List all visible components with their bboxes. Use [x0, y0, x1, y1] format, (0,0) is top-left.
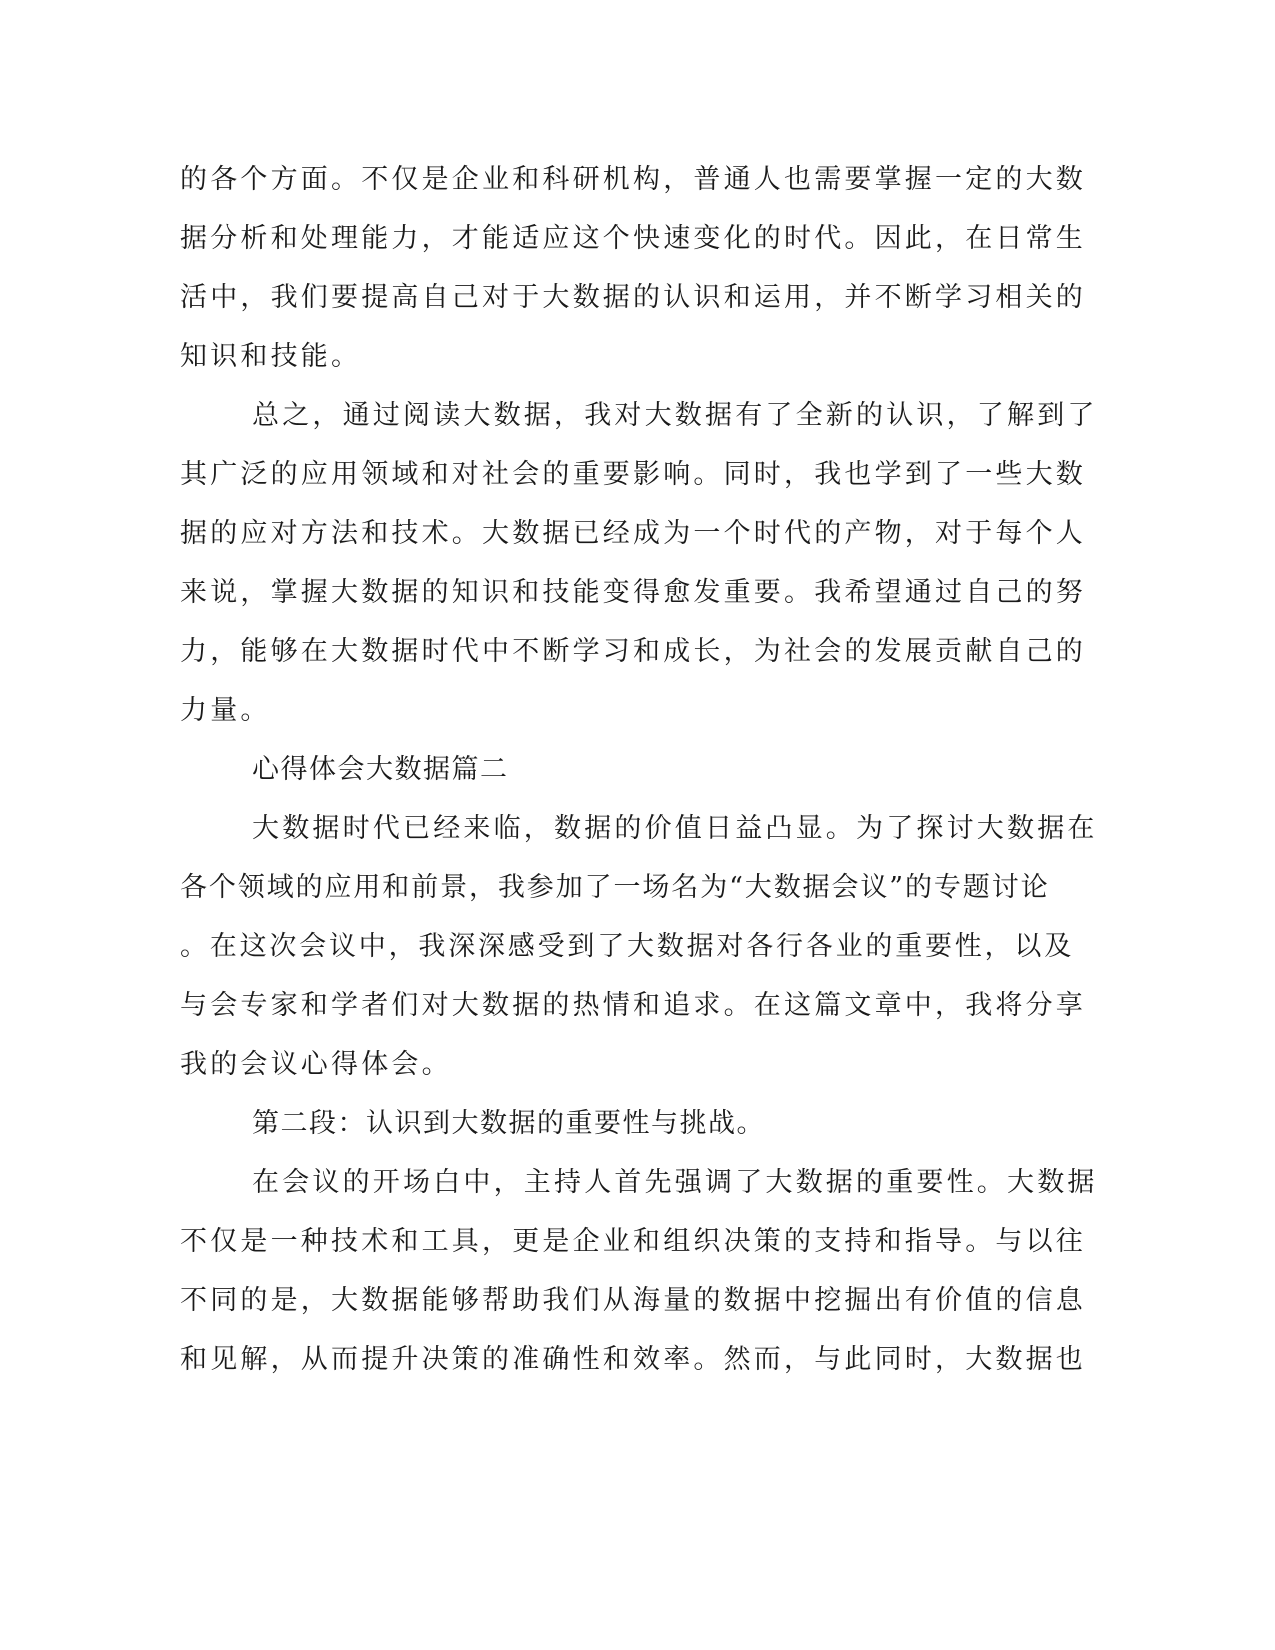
text-line: 据分析和处理能力，才能适应这个快速变化的时代。因此，在日常生 [180, 223, 1086, 254]
text-line: 据的应对方法和技术。大数据已经成为一个时代的产物，对于每个人 [180, 518, 1086, 549]
text-line: 知识和技能。 [180, 341, 362, 372]
text-line: 各个领域的应用和前景，我参加了一场名为“大数据会议”的专题讨论 [180, 872, 1050, 903]
text-line: 其广泛的应用领域和对社会的重要影响。同时，我也学到了一些大数 [180, 459, 1086, 490]
text-line: 和见解，从而提升决策的准确性和效率。然而，与此同时，大数据也 [180, 1344, 1086, 1375]
text-line: 与会专家和学者们对大数据的热情和追求。在这篇文章中，我将分享 [180, 990, 1086, 1021]
text-line: 活中，我们要提高自己对于大数据的认识和运用，并不断学习相关的 [180, 282, 1086, 313]
text-line: 第二段：认识到大数据的重要性与挑战。 [252, 1108, 765, 1139]
text-line: 的各个方面。不仅是企业和科研机构，普通人也需要掌握一定的大数 [180, 164, 1086, 195]
text-line: 力，能够在大数据时代中不断学习和成长，为社会的发展贡献自己的 [180, 636, 1086, 667]
text-line: 大数据时代已经来临，数据的价值日益凸显。为了探讨大数据在 [252, 813, 1098, 844]
text-line: 在会议的开场白中，主持人首先强调了大数据的重要性。大数据 [252, 1167, 1098, 1198]
text-line: 力量。 [180, 695, 271, 726]
text-line: 。在这次会议中，我深深感受到了大数据对各行各业的重要性，以及 [180, 931, 1074, 962]
text-line: 不仅是一种技术和工具，更是企业和组织决策的支持和指导。与以往 [180, 1226, 1086, 1257]
text-line: 来说，掌握大数据的知识和技能变得愈发重要。我希望通过自己的努 [180, 577, 1086, 608]
text-line: 不同的是，大数据能够帮助我们从海量的数据中挖掘出有价值的信息 [180, 1285, 1086, 1316]
section-heading: 心得体会大数据篇二 [252, 754, 509, 785]
text-line: 我的会议心得体会。 [180, 1049, 452, 1080]
text-line: 总之，通过阅读大数据，我对大数据有了全新的认识，了解到了 [252, 400, 1098, 431]
